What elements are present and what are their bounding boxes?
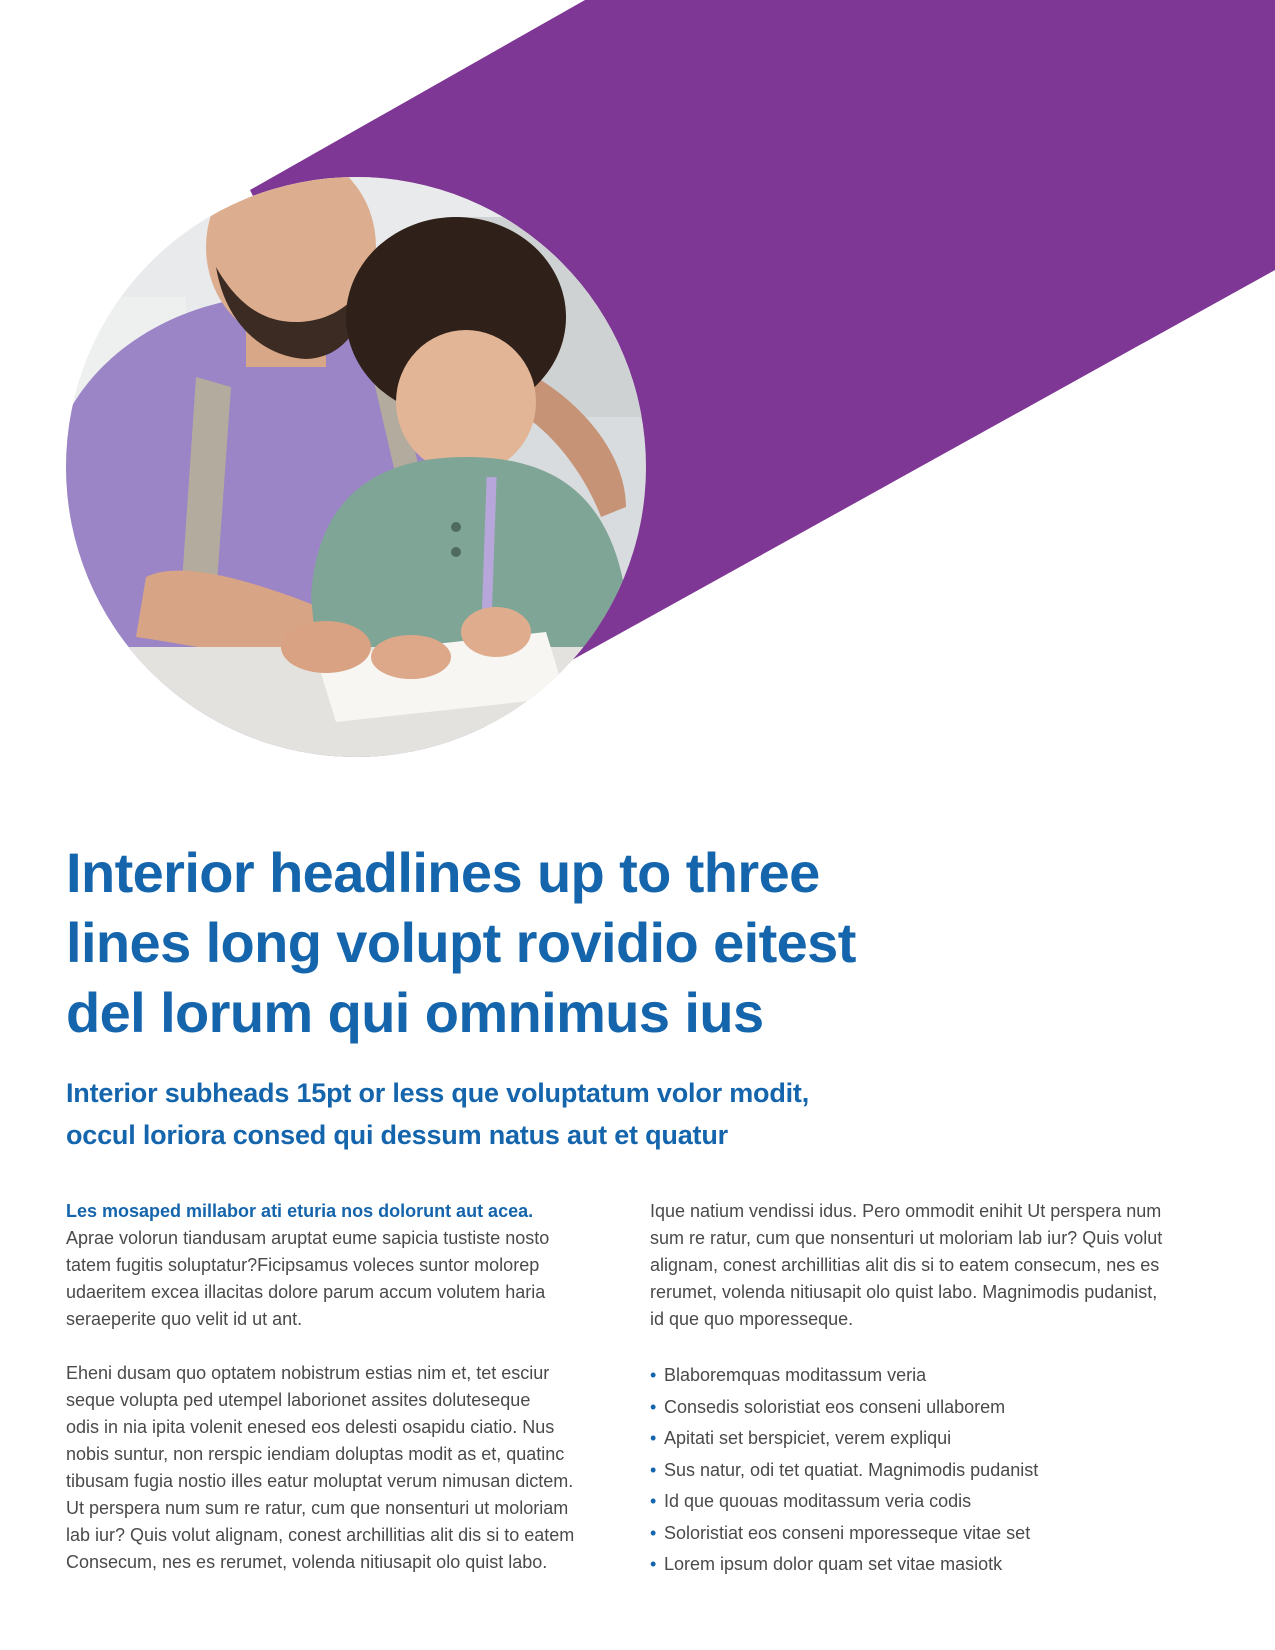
lead-sentence: Les mosaped millabor ati eturia nos dolorunt aut acea. — [66, 1201, 534, 1221]
body-line: Eheni dusam quo optatem nobistrum estias nim et, tet esciur — [66, 1363, 550, 1383]
bullet-text: Soloristiat eos conseni mporesseque vitae set — [664, 1522, 1031, 1543]
bullet-dot: • — [650, 1428, 657, 1448]
body-line: udaeritem excea illacitas dolore parum accum volutem haria — [66, 1282, 546, 1302]
paragraph-spacer — [66, 1333, 626, 1360]
body-line: odis in nia ipita volenit enesed eos delesti osapidu ciatio. Nus — [66, 1417, 555, 1437]
headline-line: lines long volupt rovidio eitest — [66, 911, 856, 974]
bullet-dot: • — [650, 1554, 657, 1574]
body-line: Ique natium vendissi idus. Pero ommodit enihit Ut perspera num — [650, 1201, 1162, 1221]
bullet-dot: • — [650, 1396, 657, 1417]
bullet-dot: • — [650, 1459, 657, 1480]
body-line: lab iur? Quis volut alignam, conest archillitias alit dis si to eatem — [66, 1525, 575, 1545]
body-line: rerumet, volenda nitiusapit olo quist labo. Magnimodis pudanist, — [650, 1282, 1158, 1302]
page-headline — [66, 838, 966, 1048]
subhead-line: Interior subheads 15pt or less que voluptatum volor modit, — [66, 1078, 810, 1108]
page-subhead — [66, 1072, 966, 1156]
body-line: tibusam fugia nostio illes eatur moluptat verum nimusan dictem. — [66, 1471, 574, 1491]
bullet-text: Consedis soloristiat eos conseni ullaborem — [664, 1396, 1006, 1417]
hero-photo — [66, 177, 646, 757]
body-line: Ut perspera num sum re ratur, cum que nonsenturi ut moloriam — [66, 1498, 569, 1518]
bullet-item — [650, 1423, 1230, 1455]
bullet-item — [650, 1486, 1230, 1518]
bullet-item — [650, 1518, 1230, 1550]
body-line: Consecum, nes es rerumet, volenda nitiusapit olo quist labo. — [66, 1552, 548, 1572]
left-column — [66, 1198, 626, 1576]
body-line: id que quo mporesseque. — [650, 1309, 854, 1329]
body-line: nobis suntur, non rerspic iendiam doluptas modit as et, quatinc — [66, 1444, 565, 1464]
subhead-line: occul loriora consed qui dessum natus aut et quatur — [66, 1120, 728, 1150]
bullet-text: Apitati set berspiciet, verem expliqui — [664, 1428, 952, 1448]
paragraph-spacer — [650, 1333, 1230, 1360]
bullet-list — [650, 1360, 1230, 1581]
bullet-text: Blaboremquas moditassum veria — [664, 1365, 927, 1385]
body-line: alignam, conest archillitias alit dis si to eatem consecum, nes es — [650, 1255, 1160, 1275]
right-column — [650, 1198, 1230, 1581]
bullet-item — [650, 1549, 1230, 1581]
bullet-text: Lorem ipsum dolor quam set vitae masiotk — [664, 1554, 1003, 1574]
body-line: sum re ratur, cum que nonsenturi ut moloriam lab iur? Quis volut — [650, 1228, 1163, 1248]
bullet-dot: • — [650, 1491, 657, 1511]
body-line: seque volupta ped utempel laborionet assites doluteseque — [66, 1390, 531, 1410]
bullet-dot: • — [650, 1365, 657, 1385]
bullet-text: Id que quouas moditassum veria codis — [664, 1491, 972, 1511]
photo-illustration — [66, 177, 646, 757]
body-line: Aprae volorun tiandusam aruptat eume sapicia tustiste nosto — [66, 1228, 550, 1248]
bullet-item — [650, 1392, 1230, 1424]
bullet-dot: • — [650, 1522, 657, 1543]
headline-line: del lorum qui omnimus ius — [66, 981, 764, 1044]
bullet-item — [650, 1360, 1230, 1392]
headline-line: Interior headlines up to three — [66, 841, 820, 904]
body-line: tatem fugitis soluptatur?Ficipsamus voleces suntor molorep — [66, 1255, 540, 1275]
bullet-text: Sus natur, odi tet quatiat. Magnimodis pudanist — [664, 1459, 1039, 1480]
bullet-item — [650, 1455, 1230, 1487]
body-line: seraeperite quo velit id ut ant. — [66, 1309, 303, 1329]
